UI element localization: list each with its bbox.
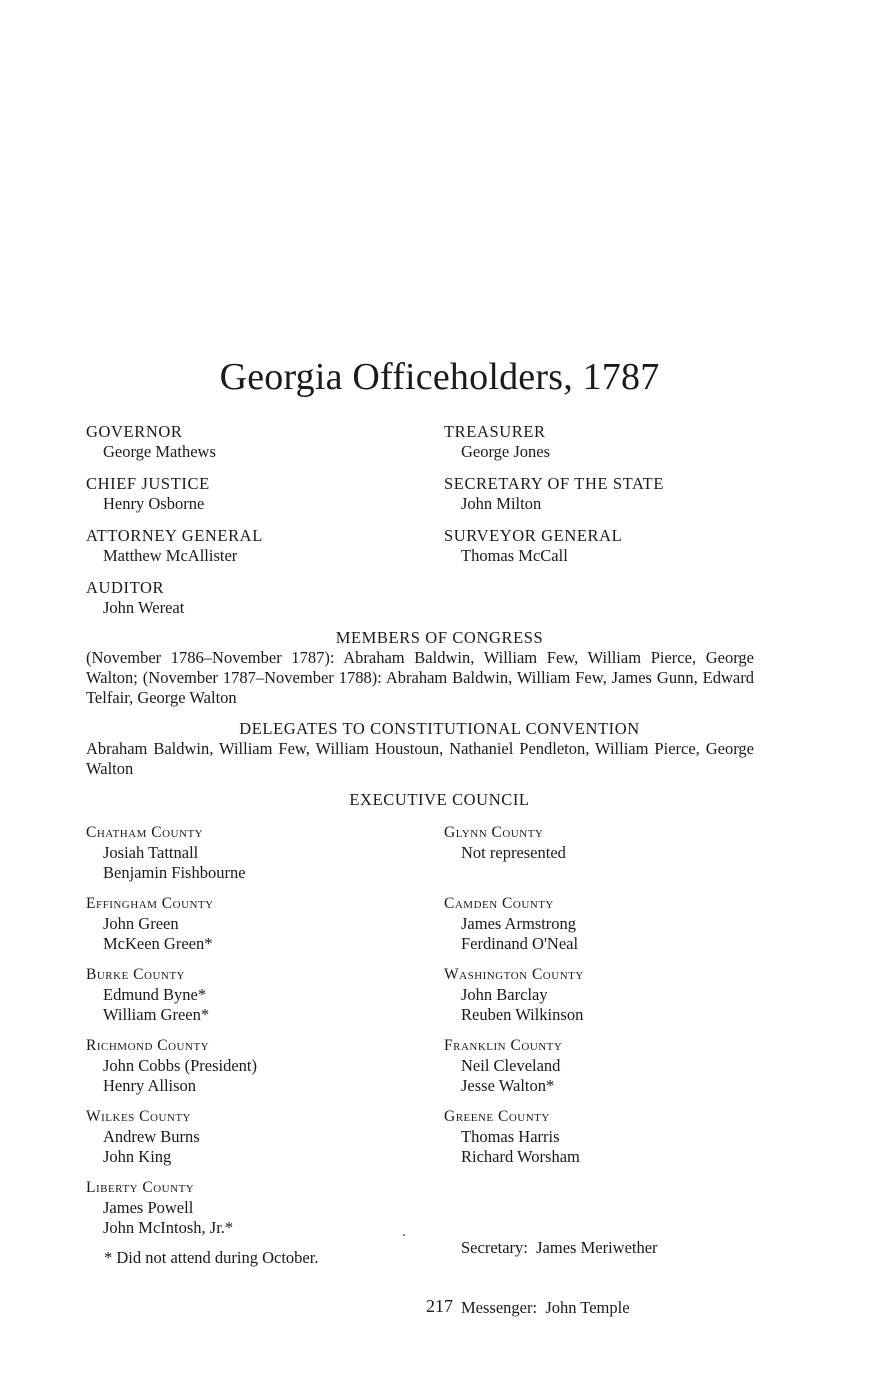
- congress-members: (November 1786–November 1787): Abraham Baldwin, William Few, William Pierce, George Walton; (November 1787–November 1788): Abraham Baldwin, William Few, James Gunn, Edward Telfair, George Walton: [86, 648, 754, 707]
- county-name: Chatham County: [86, 824, 204, 841]
- office-chief-justice: [86, 474, 210, 514]
- stray-mark: [403, 1234, 405, 1236]
- page-title: Georgia Officeholders, 1787: [219, 356, 660, 398]
- council-member: John King: [103, 1147, 172, 1166]
- page-number: 217: [426, 1296, 453, 1316]
- council-member: Henry Allison: [103, 1076, 197, 1095]
- county-glynn: [444, 823, 566, 863]
- county-richmond: [86, 1036, 257, 1096]
- office-holder: John Milton: [461, 494, 542, 513]
- convention-delegates: Abraham Baldwin, William Few, William Houstoun, Nathaniel Pendleton, William Pierce, George Walton: [86, 739, 754, 778]
- office-title: SURVEYOR GENERAL: [444, 526, 623, 545]
- office-holder: Matthew McAllister: [103, 546, 238, 565]
- office-holder: Henry Osborne: [103, 494, 205, 513]
- county-name: Washington County: [444, 966, 584, 983]
- council-messenger: Messenger: John Temple: [461, 1298, 630, 1317]
- council-member: McKeen Green*: [103, 934, 213, 953]
- council-member: Ferdinand O'Neal: [461, 934, 579, 953]
- council-member: Edmund Byne*: [103, 985, 207, 1004]
- county-name: Burke County: [86, 966, 185, 983]
- county-washington: [444, 965, 584, 1025]
- council-member: John McIntosh, Jr.*: [103, 1218, 234, 1237]
- council-member: John Green: [103, 914, 179, 933]
- office-surveyor-general: [444, 526, 622, 566]
- office-secretary-of-state: [444, 474, 664, 514]
- county-name: Liberty County: [86, 1179, 195, 1196]
- office-title: TREASURER: [444, 422, 546, 441]
- county-name: Effingham County: [86, 895, 214, 912]
- office-holder: Thomas McCall: [461, 546, 568, 565]
- council-member: Jesse Walton*: [461, 1076, 555, 1095]
- office-attorney-general: [86, 526, 263, 566]
- county-camden: [444, 894, 578, 954]
- convention-heading: DELEGATES TO CONSTITUTIONAL CONVENTION: [239, 719, 640, 738]
- county-effingham: [86, 894, 214, 954]
- council-member: Andrew Burns: [103, 1127, 200, 1146]
- council-heading: EXECUTIVE COUNCIL: [349, 790, 530, 809]
- county-name: Wilkes County: [86, 1108, 192, 1125]
- council-member: John Barclay: [461, 985, 548, 1004]
- council-member: Reuben Wilkinson: [461, 1005, 584, 1024]
- office-title: ATTORNEY GENERAL: [86, 526, 263, 545]
- county-liberty: [86, 1178, 233, 1238]
- county-greene: [444, 1107, 580, 1167]
- footnote: * Did not attend during October.: [104, 1248, 319, 1267]
- council-member: William Green*: [103, 1005, 210, 1024]
- office-holder: George Mathews: [103, 442, 216, 461]
- council-member: James Powell: [103, 1198, 194, 1217]
- county-name: Richmond County: [86, 1037, 210, 1054]
- office-title: CHIEF JUSTICE: [86, 474, 210, 493]
- county-chatham: [86, 823, 246, 883]
- office-title: GOVERNOR: [86, 422, 183, 441]
- council-member: Neil Cleveland: [461, 1056, 561, 1075]
- office-auditor: [86, 578, 184, 618]
- county-name: Camden County: [444, 895, 554, 912]
- council-member: John Cobbs (President): [103, 1056, 257, 1075]
- office-holder: John Wereat: [103, 598, 185, 617]
- council-member: Richard Worsham: [461, 1147, 580, 1166]
- office-treasurer: [444, 422, 550, 462]
- council-staff: [444, 1198, 658, 1338]
- council-member: Not represented: [461, 843, 566, 862]
- county-wilkes: [86, 1107, 200, 1167]
- council-member: Benjamin Fishbourne: [103, 863, 246, 882]
- county-name: Franklin County: [444, 1037, 563, 1054]
- congress-heading: MEMBERS OF CONGRESS: [335, 628, 544, 647]
- office-governor: [86, 422, 216, 462]
- council-member: James Armstrong: [461, 914, 577, 933]
- office-title: AUDITOR: [86, 578, 165, 597]
- council-member: Thomas Harris: [461, 1127, 560, 1146]
- county-burke: [86, 965, 209, 1025]
- council-member: Josiah Tattnall: [103, 843, 199, 862]
- county-franklin: [444, 1036, 562, 1096]
- county-name: Glynn County: [444, 824, 544, 841]
- office-title: SECRETARY OF THE STATE: [444, 474, 665, 493]
- office-holder: George Jones: [461, 442, 551, 461]
- council-secretary: Secretary: James Meriwether: [461, 1238, 658, 1257]
- county-name: Greene County: [444, 1108, 550, 1125]
